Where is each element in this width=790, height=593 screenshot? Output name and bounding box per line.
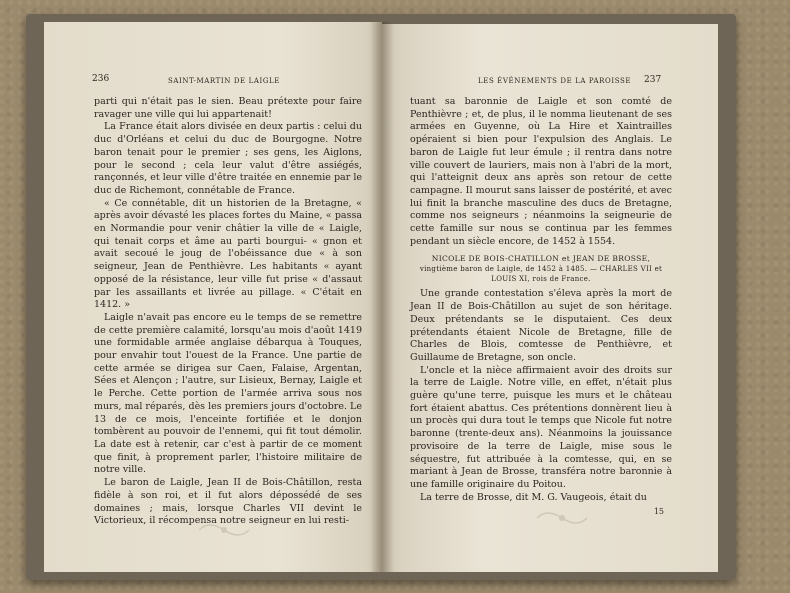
paragraph: L'oncle et la nièce affirmaient avoir des droits sur la terre de Laigle. Notre ville, en effet, n'était plus guère qu'une terre, puisque les murs et le château fort étaient abattus. Ces prétentions donnèrent lieu à un procès qui dura tout le temps que Nicole fut notre baronne (trente-deux ans). Néanmoins la jouissance provisoire de la terre de Laigle, mise sous le séquestre, fut attribuée à la comtesse, qui, en se mariant à Jean de Brosse, transféra notre baronnie à une famille originaire du Poitou.	[410, 364, 672, 490]
signature-mark: 15	[653, 507, 664, 517]
paragraph: « Ce connétable, dit un historien de la Bretagne, « après avoir dévasté les places fortes du Maine, « passa en Normandie pour venir châtier la ville de « Laigle, qui tenait corps et âme au parti bourgui- « gnon et avait secoué le joug de l'obéissance due « à son seigneur, Jean de Penthièvre. Les habitants « ayant opposé de la résistance, leur ville fut prise « d'assaut par les assaillants et livrée au pillage. « C'était en 1412. »	[94, 197, 362, 311]
section-title: NICOLE DE BOIS-CHATILLON et JEAN DE BROSSE,	[431, 254, 651, 264]
left-page	[44, 22, 382, 572]
paragraph: Une grande contestation s'éleva après la mort de Jean II de Bois-Châtillon au sujet de son héritage. Deux prétendants se le disputaient. Ces deux prétendants étaient Nicole de Bretagne, fille de Charles de Blois, comtesse de Penthièvre, et Guillaume de Bretagne, son oncle.	[410, 288, 672, 363]
faded-ornament-icon	[194, 520, 254, 540]
paragraph: La terre de Brosse, dit M. G. Vaugeois, était du	[420, 491, 647, 503]
paragraph: parti qui n'était pas le sien. Beau prétexte pour faire ravager une ville qui lui appartenait!	[94, 96, 362, 120]
section-heading	[410, 254, 672, 284]
section-subtitle: vingtième baron de Laigle, de 1452 à 1485. — CHARLES VII et LOUIS XI, rois de France.	[419, 265, 663, 284]
right-page	[382, 24, 718, 572]
paragraph: Laigle n'avait pas encore eu le temps de se remettre de cette première calamité, lorsqu'au mois d'août 1419 une formidable armée anglaise débarqua à Touques, pour envahir tout l'ouest de la France. Une partie de cette armée se dirigea sur Caen, Falaise, Argentan, Sées et Alençon ; l'autre, sur Lisieux, Bernay, Laigle et le Perche. Cette portion de l'armée arriva sous nos murs, mal réparés, dès les premiers jours d'octobre. Le 13 de ce mois, l'enceinte fortifiée et le donjon tombèrent au pouvoir de l'ennemi, qui fit tout démolir. La date est à retenir, car c'est à partir de ce moment que finit, à proprement parler, l'histoire militaire de notre ville.	[94, 311, 362, 476]
right-running-head: LES ÉVÉNEMENTS DE LA PAROISSE	[478, 77, 632, 85]
right-page-number: 237	[644, 75, 662, 85]
left-page-text	[94, 96, 362, 528]
paragraph: Le baron de Laigle, Jean II de Bois-Châtillon, resta fidèle à son roi, et il fut alors dépossédé de ses domaines ; mais, lorsque Charles VII devint le Victorieux, il récompensa notre seigneur en lui resti-	[94, 477, 362, 527]
faded-ornament-icon	[532, 508, 592, 528]
paragraph: La France était alors divisée en deux partis : celui du duc d'Orléans et celui du duc de Bourgogne. Notre baron tenait pour le premier ; ses gens, les Aiglons, pour le second ; cela leur valut d'être assiégés, rançonnés, et leur ville d'être traitée en ennemie par le duc de Richemont, connétable de France.	[94, 121, 362, 196]
left-page-number: 236	[92, 74, 110, 84]
paragraph: tuant sa baronnie de Laigle et son comté de Penthièvre ; et, de plus, il le nomma lieutenant de ses armées en Guyenne, où La Hire et Xaintrailles opéraient si bien pour l'expulsion des Anglais. Le baron de Laigle fut leur émule ; il rentra dans notre ville couvert de lauriers, mais non à l'abri de la mort, qui l'atteignit deux ans après son retour de cette campagne. Il mourut sans laisser de postérité, et avec lui finit la branche masculine des ducs de Bretagne, comme nos seigneurs ; néanmoins la seigneurie de cette famille sur nous se continua par les femmes pendant un siècle encore, de 1452 à 1554.	[410, 96, 672, 247]
left-running-head: SAINT-MARTIN DE LAIGLE	[168, 77, 280, 85]
right-page-text	[410, 96, 672, 519]
